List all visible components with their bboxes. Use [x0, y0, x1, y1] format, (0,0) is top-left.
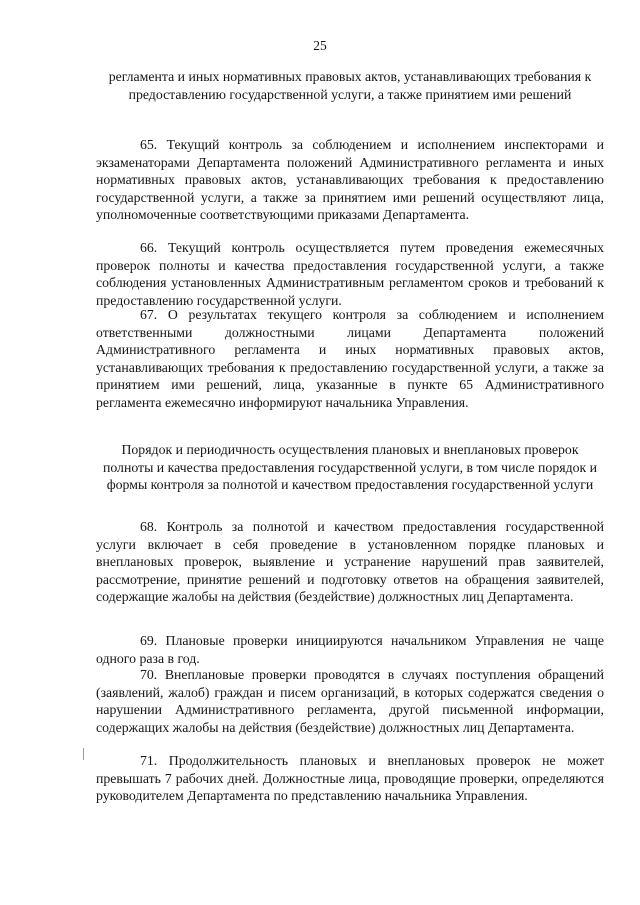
- section-heading: Порядок и периодичность осуществления плановых и внеплановых проверок полноты и качества предоставления государственной услуги, в том числе порядок и формы контроля за полнотой и качеством предоставления государственной услуги: [102, 442, 598, 492]
- paragraph-65: 65. Текущий контроль за соблюдением и исполнением инспекторами и экзаменаторами Департамента положений Административного регламента и иных нормативных правовых актов, устанавливающих требования к предоставлению государственной услуги, а также за принятием ими решений осуществляют лица, уполномоченные соответствующими приказами Департамента.: [96, 137, 604, 223]
- paragraph-68: 68. Контроль за полнотой и качеством предоставления государственной услуги включает в себя проведение в установленном порядке плановых и внеплановых проверок, выявление и устранение нарушений прав заявителей, рассмотрение, принятие решений и подготовку ответов на обращения заявителей, содержащие жалобы на действия (бездействие) должностных лиц Департамента.: [96, 519, 604, 605]
- page-number: 25: [313, 38, 327, 53]
- heading-continuation: регламента и иных нормативных правовых актов, устанавливающих требования к предоставлению государственной услуги, а также принятием ими решений: [108, 69, 592, 102]
- paragraph-67: 67. О результатах текущего контроля за соблюдением и исполнением ответственными должностными лицами Департамента положений Административного регламента и иных нормативных правовых актов, устанавливающих требования к предоставлению государственной услуги, а также за принятием ими решений, лица, указанные в пункте 65 Административного регламента ежемесячно информируют начальника Управления.: [96, 307, 604, 410]
- paragraph-69: 69. Плановые проверки инициируются начальником Управления не чаще одного раза в год.: [96, 633, 604, 666]
- paragraph-70: 70. Внеплановые проверки проводятся в случаях поступления обращений (заявлений, жалоб) граждан и писем организаций, в которых содержатся сведения о нарушении Административного регламента, другой письменной информации, содержащих жалобы на действия (бездействие) должностных лиц Департамента.: [96, 667, 604, 735]
- paragraph-71: 71. Продолжительность плановых и внеплановых проверок не может превышать 7 рабочих дней. Должностные лица, проводящие проверки, определяются руководителем Департамента по представлению начальника Управления.: [96, 753, 604, 804]
- paragraph-66: 66. Текущий контроль осуществляется путем проведения ежемесячных проверок полноты и качества предоставления государственной услуги, а также соблюдения установленных Административным регламентом сроков и требований к предоставлению государственной услуги.: [96, 240, 604, 308]
- scan-artifact-mark: [83, 748, 84, 760]
